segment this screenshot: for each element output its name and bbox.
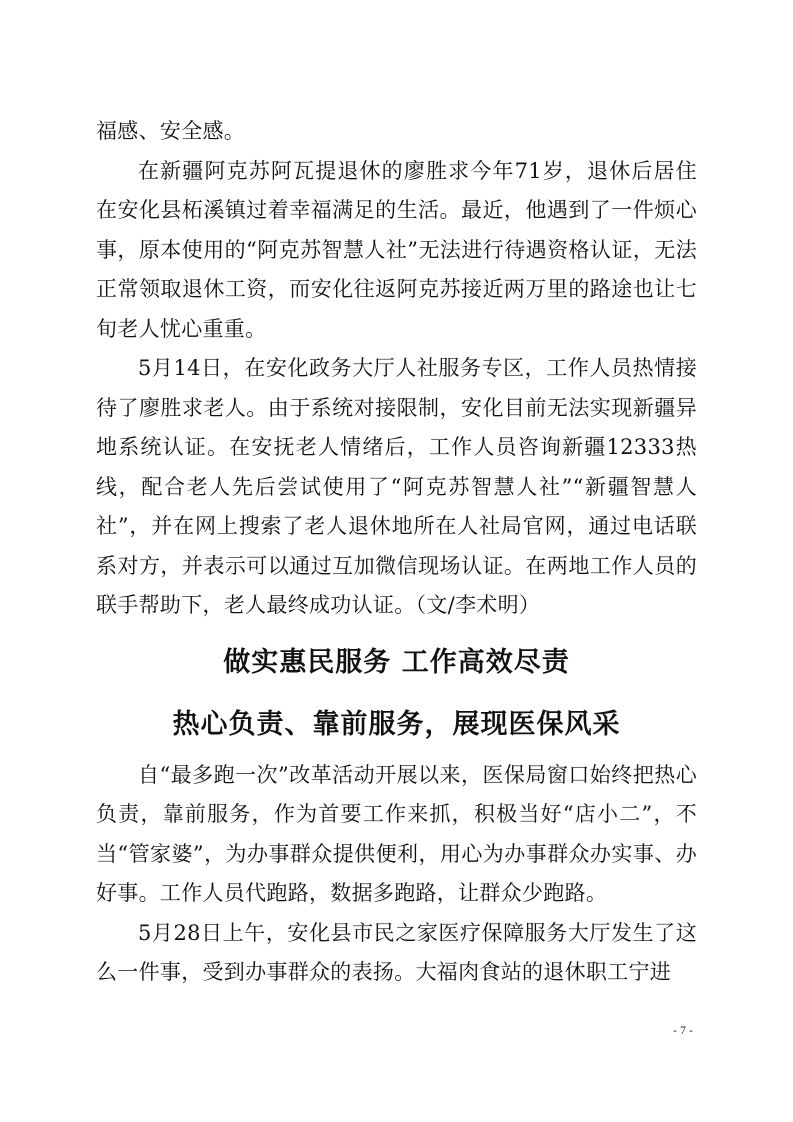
- paragraph-reform: 自“最多跑一次”改革活动开展以来，医保局窗口始终把热心负责，靠前服务，作为首要工作来抓，积极当好“店小二”，不当“管家婆”，为办事群众提供便利，用心为办事群众办实事、办好事。工作人员代跑路，数据多跑路，让群众少跑路。: [96, 762, 697, 905]
- page-number: - 7 -: [673, 1023, 693, 1037]
- section-headline: 做实惠民服务 工作高效尽责: [223, 646, 570, 678]
- section-subheadline: 热心负责、靠前服务，展现医保风采: [172, 708, 621, 740]
- paragraph-continuation: 福感、安全感。: [96, 119, 246, 143]
- paragraph-may-28: 5月28日上午，安化县市民之家医疗保障服务大厅发生了这么一件事，受到办事群众的表扬。大福肉食站的退休职工宁进: [96, 920, 697, 984]
- article-body: [96, 112, 697, 993]
- paragraph-liao-intro: 在新疆阿克苏阿瓦提退休的廖胜求今年71岁，退休后居住在安化县柘溪镇过着幸福满足的生活。最近，他遇到了一件烦心事，原本使用的“阿克苏智慧人社”无法进行待遇资格认证，无法正常领取退休工资，而安化往返阿克苏接近两万里的路途也让七旬老人忧心重重。: [96, 158, 697, 341]
- paragraph-may-14: 5月14日，在安化政务大厅人社服务专区，工作人员热情接待了廖胜求老人。由于系统对接限制，安化目前无法实现新疆异地系统认证。在安抚老人情绪后，工作人员咨询新疆12333热线，配合老人先后尝试使用了“阿克苏智慧人社”“新疆智慧人社”，并在网上搜索了老人退休地所在人社局官网，通过电话联系对方，并表示可以通过互加微信现场认证。在两地工作人员的联手帮助下，老人最终成功认证。（文/李术明）: [96, 356, 697, 617]
